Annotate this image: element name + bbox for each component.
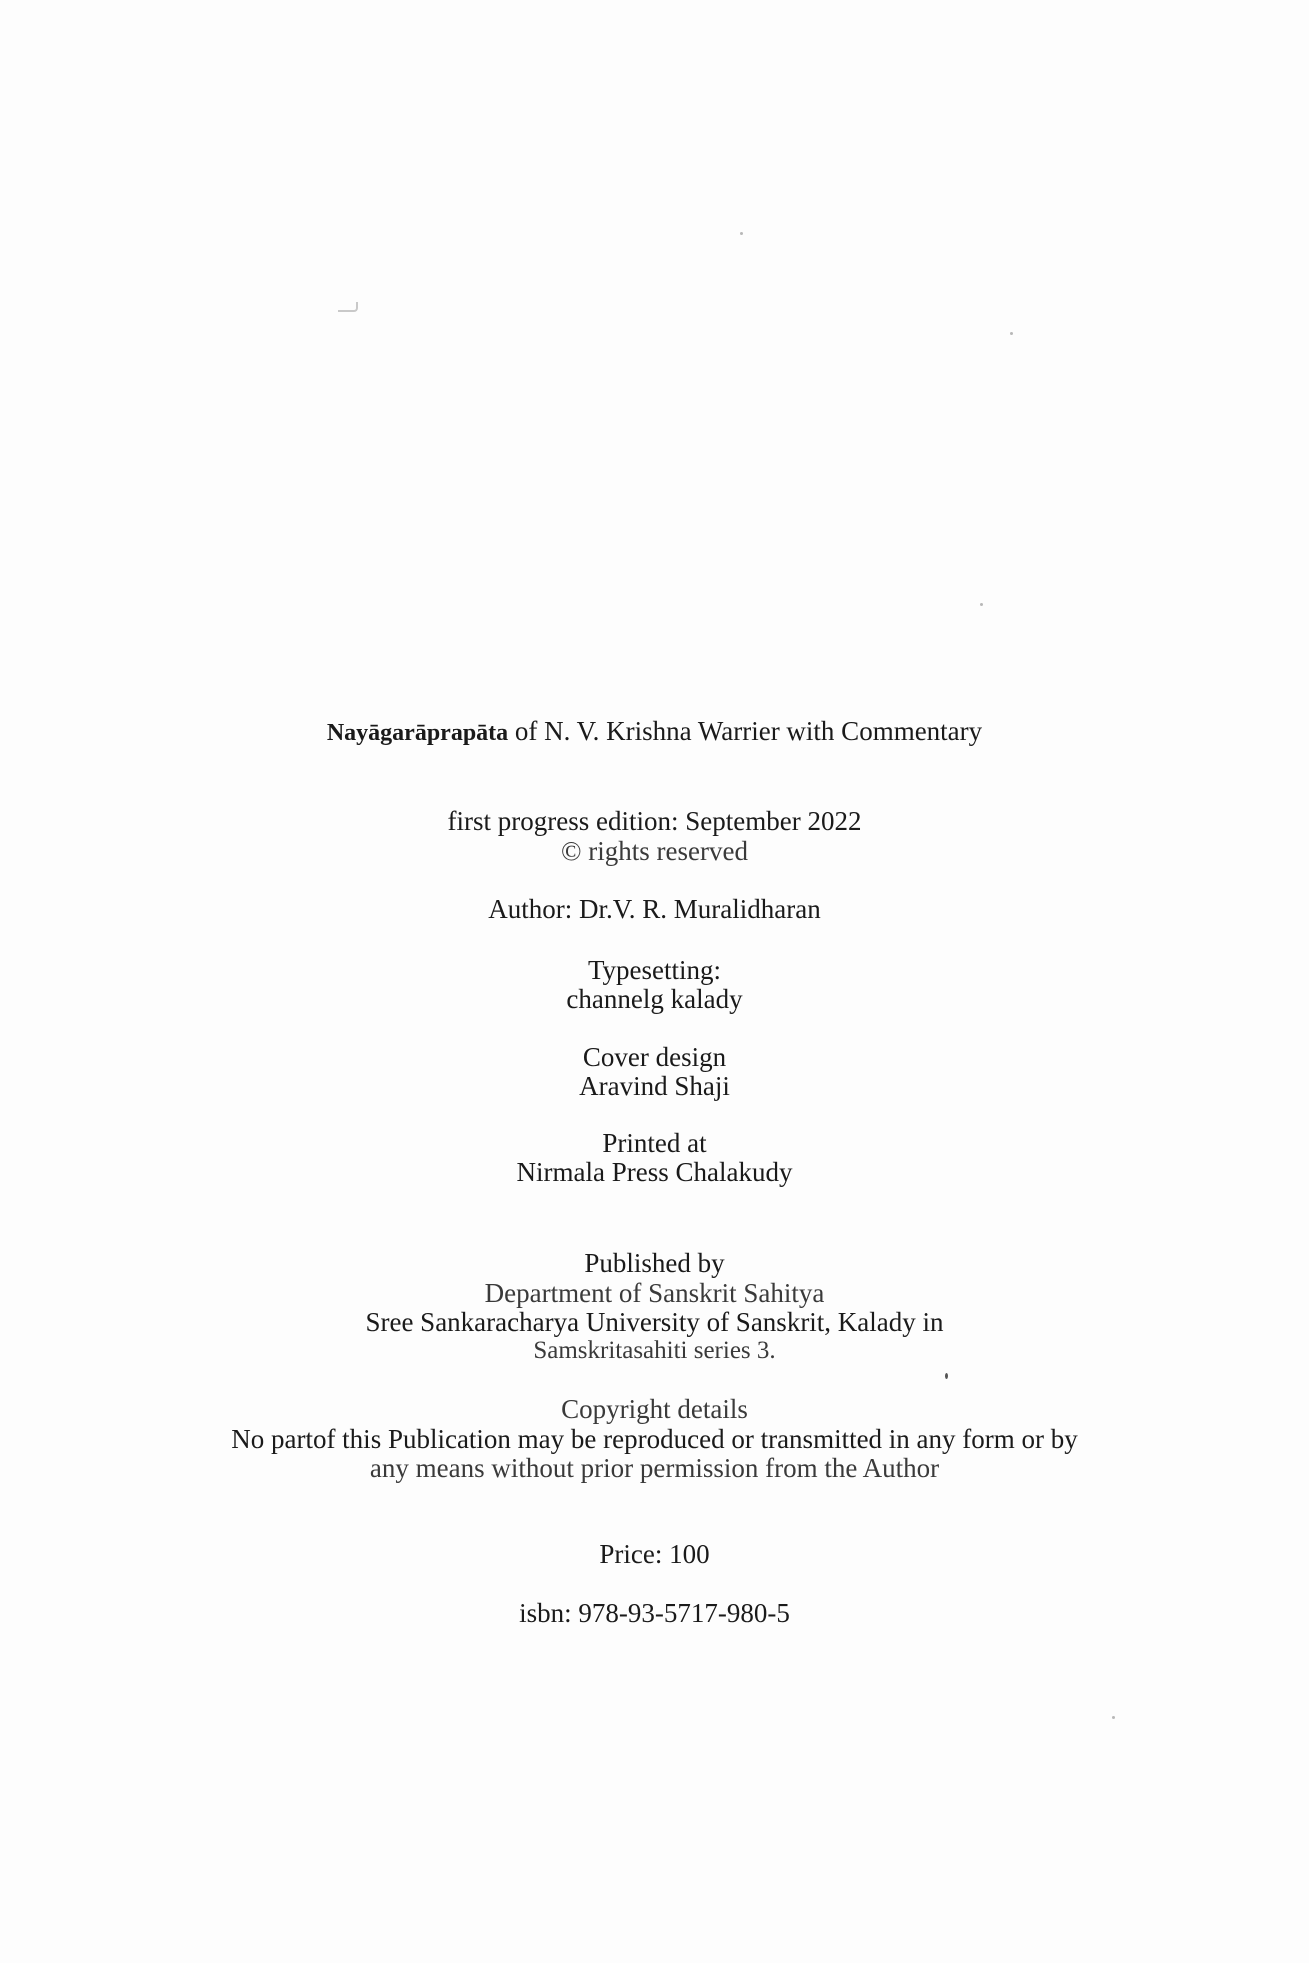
copyright-text-1: No partof this Publication may be reproduced or transmitted in any form or by [231,1424,1078,1454]
isbn-line: isbn: 978-93-5717-980-5 [519,1598,790,1628]
published-label: Published by [584,1248,725,1278]
printed-value: Nirmala Press Chalakudy [516,1157,793,1187]
scan-speck [1010,332,1013,335]
book-title-line [0,716,1309,748]
scan-artifact [338,302,358,312]
edition-line: first progress edition: September 2022 [447,806,862,836]
scan-speck [980,603,983,606]
published-series: Samskritasahiti series 3. [533,1337,776,1364]
typesetting-label: Typesetting: [587,955,722,985]
scan-speck [740,232,743,235]
published-university: Sree Sankaracharya University of Sanskrit, Kalady in [365,1307,944,1337]
price-line: Price: 100 [599,1539,710,1569]
author-line: Author: Dr.V. R. Muralidharan [488,894,821,924]
rights-line: © rights reserved [561,836,748,866]
typesetting-value: channelg kalady [566,984,743,1014]
copyright-text-2: any means without prior permission from the Author [369,1453,940,1483]
printed-label: Printed at [602,1128,707,1158]
copyright-label: Copyright details [561,1394,748,1424]
scan-speck [945,1373,948,1379]
work-title: Nayāgarāprapāta [326,720,509,746]
published-dept: Department of Sanskrit Sahitya [484,1278,825,1308]
cover-design-value: Aravind Shaji [579,1071,730,1101]
cover-design-label: Cover design [582,1042,727,1072]
title-rest: of N. V. Krishna Warrier with Commentary [514,716,983,746]
scan-speck [1112,1716,1115,1719]
